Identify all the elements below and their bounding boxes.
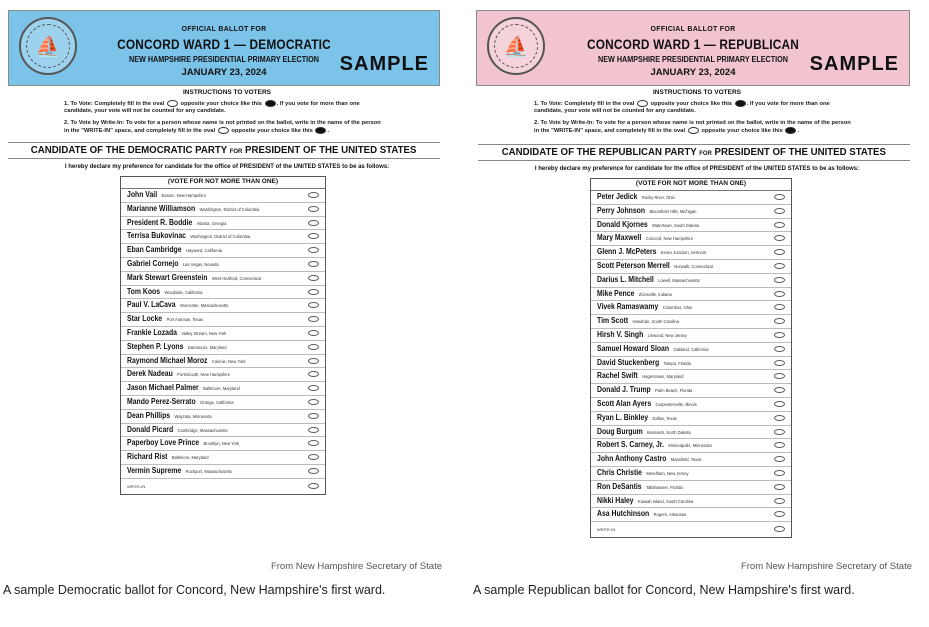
candidate-row	[591, 260, 791, 274]
candidate-name-text: John Vail	[127, 190, 158, 199]
party-for-label: FOR	[699, 150, 713, 157]
candidate-row	[591, 274, 791, 288]
vote-oval[interactable]	[308, 385, 319, 391]
candidate-row	[121, 217, 325, 231]
candidate-hometown: Woodside, California	[164, 289, 203, 295]
vote-oval[interactable]	[774, 291, 785, 297]
candidate-name-text: Donald Picard	[127, 424, 174, 434]
vote-oval[interactable]	[774, 456, 785, 462]
candidate-row	[591, 398, 791, 412]
candidate-row	[591, 384, 791, 398]
vote-oval[interactable]	[774, 511, 785, 517]
vote-oval[interactable]	[774, 387, 785, 393]
candidate-row	[121, 272, 325, 286]
candidate-row	[121, 465, 325, 479]
candidate-name-text: Scott Alan Ayers	[597, 398, 652, 408]
candidate-name	[597, 496, 693, 505]
candidate-row	[121, 451, 325, 465]
candidate-name-text: Samuel Howard Sloan	[597, 343, 670, 353]
ballot-title: CONCORD WARD 1 — DEMOCRATIC	[117, 37, 331, 52]
instruction-2: 2. To Vote by Write-In: To vote for a person whose name is not printed on the ballot, write in the name of the person in the "WRITE-IN" space, and completely fill in the oval opposite your choice like this .	[534, 120, 851, 135]
vote-oval[interactable]	[774, 442, 785, 448]
candidate-hometown: Hayward, California	[185, 248, 222, 254]
candidate-hometown: Hagerstown, Maryland	[642, 374, 684, 380]
candidate-hometown: Mendham, New Jersey	[646, 470, 689, 476]
instruction-1	[534, 100, 854, 115]
candidate-name-text: Ryan L. Binkley	[597, 412, 649, 422]
ballot-subtitle: NEW HAMPSHIRE PRESIDENTIAL PRIMARY ELECTION	[129, 55, 319, 64]
candidate-row	[591, 191, 791, 205]
candidate-hometown: Oakland, California	[673, 346, 709, 352]
candidate-name-text: Star Locke	[127, 314, 163, 324]
vote-oval[interactable]	[308, 192, 319, 198]
vote-oval[interactable]	[774, 360, 785, 366]
instruction-1	[64, 100, 384, 115]
candidate-hometown: West Hartford, Connecticut	[211, 275, 262, 281]
candidate-hometown: Carpentersville, Illinois	[655, 401, 697, 407]
candidate-name	[127, 218, 226, 227]
vote-oval[interactable]	[308, 413, 319, 419]
candidate-row	[591, 205, 791, 219]
candidate-name	[127, 287, 202, 296]
candidate-hometown: Valley Stream, New York	[181, 330, 227, 336]
candidate-hometown: Lowell, Massachusetts	[658, 277, 700, 283]
candidate-rows	[121, 189, 325, 479]
republican-ballot-figure	[472, 0, 922, 620]
candidate-name	[127, 190, 206, 199]
candidate-name-text: Richard Rist	[127, 452, 168, 462]
candidate-name-text: Ron DeSantis	[597, 481, 642, 491]
candidate-row	[591, 412, 791, 426]
vote-oval[interactable]	[308, 344, 319, 350]
vote-oval[interactable]	[308, 206, 319, 212]
candidate-row	[121, 410, 325, 424]
vote-oval[interactable]	[308, 454, 319, 460]
instruction-1-text-b: opposite your choice like this	[180, 101, 263, 108]
vote-oval[interactable]	[308, 330, 319, 336]
vote-oval[interactable]	[774, 526, 785, 532]
vote-oval[interactable]	[308, 233, 319, 239]
party-office-heading	[8, 142, 440, 159]
candidate-hometown: Zionsville, Indiana	[638, 291, 672, 297]
official-ballot-label: OFFICIAL BALLOT FOR	[650, 26, 736, 33]
vote-oval[interactable]	[774, 304, 785, 310]
vote-oval[interactable]	[308, 220, 319, 226]
candidate-name	[127, 383, 240, 392]
candidate-name-text: Paperboy Love Prince	[127, 438, 200, 448]
filled-oval-icon	[265, 100, 276, 107]
candidate-name	[597, 454, 702, 463]
candidate-name-text: Gabriel Cornejo	[127, 258, 179, 268]
candidate-row	[121, 313, 325, 327]
instruction-1-text-c: . If you vote for more than one candidate, your vote will not be counted for any candidate.	[534, 101, 830, 115]
candidate-hometown: Bloomfield Hills, Michigan	[649, 208, 697, 214]
candidate-row	[591, 329, 791, 343]
candidate-hometown: Watertown, South Dakota	[652, 222, 699, 228]
candidate-row	[121, 437, 325, 451]
candidate-row	[591, 315, 791, 329]
candidate-row	[591, 439, 791, 453]
vote-oval[interactable]	[774, 332, 785, 338]
candidate-name-text: Scott Peterson Merrell	[597, 260, 670, 270]
candidate-name-text: Tom Koos	[127, 286, 161, 296]
vote-oval[interactable]	[308, 399, 319, 405]
candidate-hometown: Linwood, New Jersey	[647, 332, 687, 338]
candidate-name-text: Peter Jedick	[597, 192, 638, 201]
ballot-date: JANUARY 23, 2024	[650, 67, 736, 78]
candidate-name	[597, 316, 679, 325]
candidate-hometown: Bismarck, North Dakota	[647, 429, 691, 435]
vote-oval[interactable]	[308, 371, 319, 377]
candidate-row	[591, 495, 791, 509]
candidate-row	[591, 301, 791, 315]
sample-stamp: SAMPLE	[809, 53, 899, 75]
candidate-row	[121, 244, 325, 258]
candidate-row	[591, 288, 791, 302]
candidate-name-text: Raymond Michael Moroz	[127, 355, 208, 365]
candidate-name	[597, 371, 683, 380]
candidate-hometown: Tallahassee, Florida	[646, 484, 683, 490]
candidate-name-text: Tim Scott	[597, 316, 629, 326]
candidate-name	[597, 220, 699, 229]
candidate-row	[591, 481, 791, 495]
candidate-name-text: Rachel Swift	[597, 371, 638, 381]
candidate-name-text: Jason Michael Palmer	[127, 383, 199, 393]
candidate-name	[127, 425, 228, 434]
candidate-name-text: Paul V. LaCava	[127, 300, 176, 310]
write-in-label: WRITE-IN	[127, 483, 146, 489]
candidate-name	[597, 247, 706, 256]
candidate-hometown: Baltimore, Maryland	[203, 386, 240, 392]
vote-oval[interactable]	[774, 498, 785, 504]
instruction-2-text-b: opposite your choice like this	[231, 128, 313, 135]
vote-oval[interactable]	[774, 429, 785, 435]
candidate-name	[597, 275, 700, 284]
candidate-hometown: Essex Junction, Vermont	[660, 250, 707, 256]
candidate-name	[127, 438, 239, 447]
candidate-hometown: Brooklyn, New York	[203, 441, 240, 447]
candidate-hometown: Port Aransas, Texas	[166, 317, 204, 323]
candidate-name	[127, 204, 259, 213]
figure-caption: A sample Republican ballot for Concord, New Hampshire's first ward.	[473, 583, 855, 597]
candidate-row	[591, 219, 791, 233]
candidate-row	[121, 203, 325, 217]
candidate-name	[597, 192, 675, 201]
instruction-2: 2. To Vote by Write-In: To vote for a person whose name is not printed on the ballot, write in the name of the person in the "WRITE-IN" space, and completely fill in the oval opposite your choice like this .	[64, 120, 381, 135]
candidate-name	[127, 314, 203, 323]
vote-oval[interactable]	[774, 484, 785, 490]
official-ballot-label: OFFICIAL BALLOT FOR	[181, 26, 267, 33]
vote-oval[interactable]	[308, 247, 319, 253]
vote-oval[interactable]	[308, 483, 319, 489]
candidate-hometown: Dallas, Texas	[652, 415, 677, 421]
candidate-name-text: Donald Kjornes	[597, 219, 648, 229]
figure-caption: A sample Democratic ballot for Concord, New Hampshire's first ward.	[3, 583, 386, 597]
candidate-row	[591, 232, 791, 246]
candidate-name	[127, 245, 222, 254]
instructions-title: INSTRUCTIONS TO VOTERS	[653, 89, 741, 96]
candidate-row	[121, 189, 325, 203]
candidate-hometown: Kiawah Island, South Carolina	[638, 498, 694, 504]
candidate-name-text: Dean Phillips	[127, 410, 171, 420]
vote-oval[interactable]	[774, 249, 785, 255]
candidate-hometown: Columbus, Ohio	[662, 305, 693, 311]
candidate-hometown: Hanahan, South Carolina	[632, 319, 679, 325]
candidate-name-text: Derek Nadeau	[127, 369, 173, 379]
candidate-name	[597, 482, 683, 491]
candidate-name-text: Donald J. Trump	[597, 385, 651, 395]
vote-oval[interactable]	[308, 275, 319, 281]
candidate-row	[591, 343, 791, 357]
filled-oval-icon	[315, 127, 326, 134]
candidate-row	[591, 508, 791, 522]
instruction-1-text-a: 1. To Vote: Completely fill in the oval	[64, 101, 165, 108]
vote-oval[interactable]	[774, 401, 785, 407]
candidate-name	[597, 468, 689, 477]
candidate-row	[591, 467, 791, 481]
candidate-name-text: Nikki Haley	[597, 495, 634, 505]
candidate-name-text: Chris Christie	[597, 467, 643, 477]
candidate-name	[597, 358, 691, 367]
ballot-header	[476, 10, 910, 86]
candidate-name	[597, 385, 692, 394]
candidate-name	[127, 369, 230, 378]
sample-stamp: SAMPLE	[339, 53, 429, 75]
candidate-name	[597, 206, 696, 215]
ballot-date: JANUARY 23, 2024	[181, 67, 267, 78]
candidate-name	[127, 273, 261, 282]
candidate-name-text: President R. Boddie	[127, 217, 193, 227]
vote-oval[interactable]	[308, 468, 319, 474]
candidate-name-text: Glenn J. McPeters	[597, 247, 657, 257]
candidate-name	[127, 411, 212, 420]
vote-oval[interactable]	[774, 222, 785, 228]
candidate-name-text: John Anthony Castro	[597, 454, 667, 464]
vote-limit-label: (VOTE FOR NOT MORE THAN ONE)	[121, 177, 325, 189]
candidate-name	[597, 261, 713, 270]
write-in-row	[591, 522, 791, 537]
candidate-row	[121, 286, 325, 300]
candidate-name-text: Frankie Lozada	[127, 327, 177, 337]
candidate-row	[591, 357, 791, 371]
empty-oval-icon	[688, 127, 699, 134]
candidate-name-text: Mike Pence	[597, 288, 635, 298]
candidate-name	[127, 259, 219, 268]
candidate-name	[127, 300, 228, 309]
vote-oval[interactable]	[308, 427, 319, 433]
party-label: CANDIDATE OF THE REPUBLICAN PARTY	[501, 146, 697, 158]
candidate-row	[121, 258, 325, 272]
candidate-row	[591, 453, 791, 467]
candidate-name	[597, 289, 672, 298]
vote-oval[interactable]	[308, 289, 319, 295]
candidate-name	[597, 399, 697, 408]
candidate-name	[597, 344, 709, 353]
candidate-name	[597, 233, 693, 242]
candidate-hometown: Easton, New Hampshire	[161, 193, 207, 198]
office-label: PRESIDENT OF THE UNITED STATES	[245, 144, 417, 156]
candidate-hometown: Washington, District of Columbia	[199, 206, 260, 212]
empty-oval-icon	[218, 127, 229, 134]
candidate-name-text: Hirsh V. Singh	[597, 329, 644, 339]
office-label: PRESIDENT OF THE UNITED STATES	[714, 146, 887, 158]
vote-oval[interactable]	[308, 358, 319, 364]
instruction-1-text-b: opposite your choice like this	[650, 101, 733, 108]
candidate-row	[121, 368, 325, 382]
candidate-hometown: Cambridge, Massachusetts	[177, 427, 228, 433]
candidate-hometown: Las Vegas, Nevada	[182, 261, 219, 267]
candidate-name-text: Perry Johnson	[597, 205, 646, 215]
declaration-text: I hereby declare my preference for candidate for the office of PRESIDENT of the UNITED STATES to be as follows:	[64, 164, 390, 170]
candidate-name	[597, 440, 712, 449]
candidate-name-text: Mando Perez-Serrato	[127, 396, 196, 406]
ballot-header	[8, 10, 440, 86]
candidate-name-text: Marianne Williamson	[127, 203, 196, 213]
vote-oval[interactable]	[308, 316, 319, 322]
candidate-name-text: Vermin Supreme	[127, 465, 182, 475]
declaration-text: I hereby declare my preference for candidate for the office of PRESIDENT of the UNITED STATES to be as follows:	[534, 166, 860, 172]
candidate-name	[127, 328, 226, 337]
vote-limit-label: (VOTE FOR NOT MORE THAN ONE)	[591, 179, 791, 191]
candidate-hometown: Palm Beach, Florida	[655, 388, 693, 394]
candidate-hometown: Mansfield, Texas	[670, 457, 702, 463]
candidate-name-text: Asa Hutchinson	[597, 509, 650, 519]
candidate-name-text: Vivek Ramaswamy	[597, 302, 659, 312]
candidate-row	[121, 230, 325, 244]
vote-oval[interactable]	[774, 373, 785, 379]
candidate-row	[591, 426, 791, 440]
candidate-name-text: David Stuckenberg	[597, 357, 660, 367]
candidate-hometown: Portsmouth, New Hampshire	[177, 372, 230, 378]
candidate-name	[597, 330, 687, 339]
vote-oval[interactable]	[774, 208, 785, 214]
candidate-name	[127, 397, 234, 406]
candidate-hometown: Rocky River, Ohio	[641, 195, 675, 200]
candidate-row	[121, 396, 325, 410]
candidate-name-text: Mark Stewart Greenstein	[127, 272, 208, 282]
ballot-title: CONCORD WARD 1 — REPUBLICAN	[587, 37, 799, 52]
candidate-hometown: Minneapolis, Minnesota	[668, 443, 712, 449]
write-in-label: WRITE-IN	[597, 527, 616, 533]
vote-oval[interactable]	[308, 261, 319, 267]
candidate-hometown: Rockport, Massachusetts	[185, 468, 232, 474]
party-for-label: FOR	[230, 148, 243, 155]
candidate-name	[127, 231, 250, 240]
instruction-2-text-a: 2. To Vote by Write-In: To vote for a person whose name is not printed on the ballot, write in the name of the person in the "WRITE-IN" space, and completely fill in the oval	[534, 120, 851, 135]
candidate-row	[121, 327, 325, 341]
instruction-2-text-a: 2. To Vote by Write-In: To vote for a person whose name is not printed on the ballot, write in the name of the person in the "WRITE-IN" space, and completely fill in the oval	[64, 120, 381, 135]
candidate-name-text: Darius L. Mitchell	[597, 274, 654, 284]
candidate-name	[597, 509, 686, 518]
candidate-name-text: Doug Burgum	[597, 426, 643, 436]
candidate-hometown: Tampa, Florida	[663, 360, 691, 366]
vote-oval[interactable]	[308, 440, 319, 446]
filled-oval-icon	[735, 100, 746, 107]
candidate-hometown: Worcester, Massachusetts	[179, 303, 229, 309]
vote-oval[interactable]	[774, 194, 785, 200]
candidate-name	[127, 342, 227, 351]
candidate-hometown: Washington, District of Columbia	[190, 234, 251, 240]
write-in-row	[121, 479, 325, 494]
party-label: CANDIDATE OF THE DEMOCRATIC PARTY	[31, 144, 228, 156]
image-credit: From New Hampshire Secretary of State	[270, 561, 442, 572]
candidate-row	[591, 246, 791, 260]
vote-oval[interactable]	[308, 302, 319, 308]
candidate-rows	[591, 191, 791, 522]
candidate-hometown: Concord, New Hampshire	[645, 236, 693, 242]
vote-oval[interactable]	[774, 263, 785, 269]
candidate-hometown: Orange, California	[200, 399, 234, 405]
candidate-name-text: Stephen P. Lyons	[127, 341, 184, 351]
instruction-1-text-c: . If you vote for more than one candidate, your vote will not be counted for any candidate.	[64, 101, 360, 115]
candidate-row	[121, 355, 325, 369]
candidate-hometown: Rogers, Arkansas	[653, 512, 687, 518]
candidate-name	[597, 413, 677, 422]
candidate-row	[591, 370, 791, 384]
vote-oval[interactable]	[774, 277, 785, 283]
ballot-subtitle: NEW HAMPSHIRE PRESIDENTIAL PRIMARY ELECTION	[598, 55, 788, 64]
candidate-name-text: Eban Cambridge	[127, 245, 182, 255]
candidate-hometown: Norwalk, Connecticut	[674, 263, 714, 269]
candidate-row	[121, 341, 325, 355]
instruction-2-text-b: opposite your choice like this	[701, 128, 783, 135]
candidate-name-text: Mary Maxwell	[597, 233, 642, 243]
democratic-ballot-figure	[2, 0, 452, 620]
candidate-row	[121, 382, 325, 396]
candidate-row	[121, 299, 325, 313]
vote-oval[interactable]	[774, 346, 785, 352]
candidate-list	[590, 178, 792, 538]
candidate-name-text: Terrisa Bukovinac	[127, 231, 186, 241]
candidate-name	[127, 452, 209, 461]
candidate-row	[121, 424, 325, 438]
candidate-list	[120, 176, 326, 495]
empty-oval-icon	[167, 100, 178, 107]
candidate-hometown: Wayzata, Minnesota	[174, 413, 212, 419]
candidate-hometown: Baltimore, Maryland	[171, 455, 209, 461]
vote-oval[interactable]	[774, 470, 785, 476]
image-credit: From New Hampshire Secretary of State	[740, 561, 912, 572]
candidate-name	[127, 466, 232, 475]
candidate-name	[597, 302, 692, 311]
candidate-name-text: Robert S. Carney, Jr.	[597, 440, 664, 450]
candidate-hometown: Colonie, New York	[211, 358, 246, 364]
candidate-name	[597, 427, 691, 436]
instructions-title: INSTRUCTIONS TO VOTERS	[183, 89, 271, 96]
instruction-1-text-a: 1. To Vote: Completely fill in the oval	[534, 101, 635, 108]
vote-oval[interactable]	[774, 235, 785, 241]
filled-oval-icon	[785, 127, 796, 134]
empty-oval-icon	[637, 100, 648, 107]
candidate-hometown: Atlanta, Georgia	[196, 220, 227, 226]
party-office-heading	[478, 144, 910, 161]
candidate-hometown: Damascus, Maryland	[187, 344, 227, 350]
vote-oval[interactable]	[774, 318, 785, 324]
vote-oval[interactable]	[774, 415, 785, 421]
candidate-name	[127, 356, 246, 365]
